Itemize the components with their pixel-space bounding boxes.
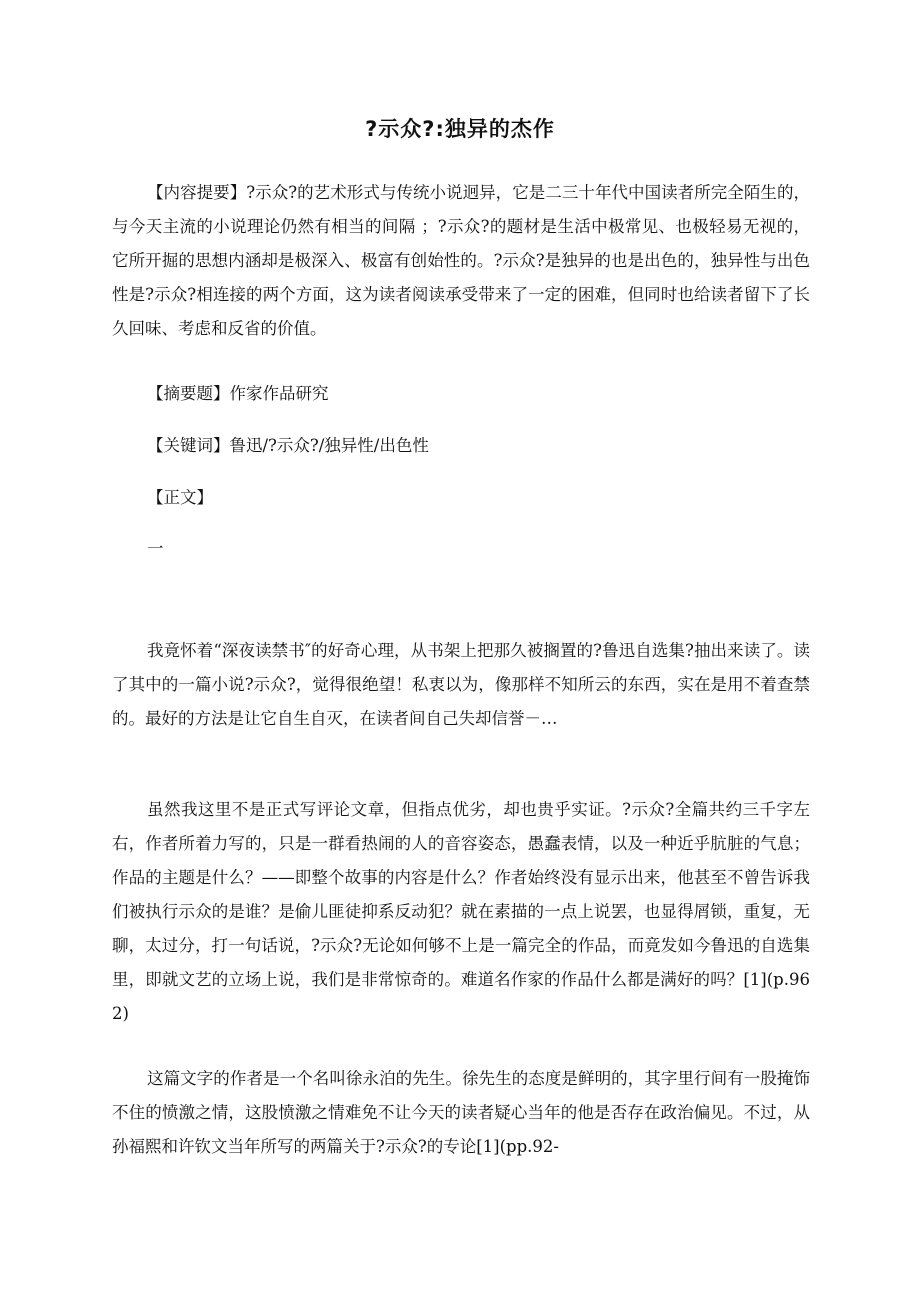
section-number: 一 [147, 539, 164, 558]
body-paragraph-2: 虽然我这里不是正式写评论文章，但指点优劣，却也贵乎实证。?示众?全篇共约三千字左右，作者所着力写的，只是一群看热闹的人的音容姿态，愚蠢表情，以及一种近乎肮脏的气息；作品的主题是什么？——即整个故事的内容是什么？作者始终没有显示出来，他甚至不曾告诉我们被执行示众的是谁？是偷儿匪徒抑系反动犯？就在素描的一点上说罢，也显得屑锁，重复，无聊，太过分，打一句话说，?示众?无论如何够不上是一篇完全的作品，而竟发如今鲁迅的自选集里，即就文艺的立场上说，我们是非常惊奇的。难道名作家的作品什么都是满好的吗？[1](p.962) [112, 800, 810, 1023]
body-heading: 【正文】 [147, 488, 213, 507]
abstract-paragraph: 【内容提要】?示众?的艺术形式与传统小说迥异，它是二三十年代中国读者所完全陌生的，与今天主流的小说理论仍然有相当的间隔 ；?示众?的题材是生活中极常见、也极轻易无视的，它所开掘的思想内涵却是极深入、极富有创始性的。?示众?是独异的也是出色的，独异性与出色性是?示众?相连接的两个方面，这为读者阅读承受带来了一定的困难，但同时也给读者留下了长久回味、考虑和反省的价值。 [112, 183, 810, 338]
body-paragraph-1: 我竟怀着“深夜读禁书″的好奇心理，从书架上把那久被搁置的?鲁迅自选集?抽出来读了。读了其中的一篇小说?示众?，觉得很绝望！私衷以为，像那样不知所云的东西，实在是用不着查禁的。最好的方法是让它自生自灭，在读者间自己失却信誉－… [112, 641, 810, 728]
body-paragraph-3: 这篇文字的作者是一个名叫徐永泊的先生。徐先生的态度是鲜明的，其字里行间有一股掩饰不住的愤激之情，这股愤激之情难免不让今天的读者疑心当年的他是否存在政治偏见。不过，从孙福熙和许钦文当年所写的两篇关于?示众?的专论[1](pp.92- [112, 1069, 810, 1156]
keywords-line: 【关键词】鲁迅/?示众?/独异性/出色性 [147, 436, 429, 455]
document-title: ?示众?:独异的杰作 [365, 117, 555, 141]
topic-line: 【摘要题】作家作品研究 [147, 384, 329, 403]
